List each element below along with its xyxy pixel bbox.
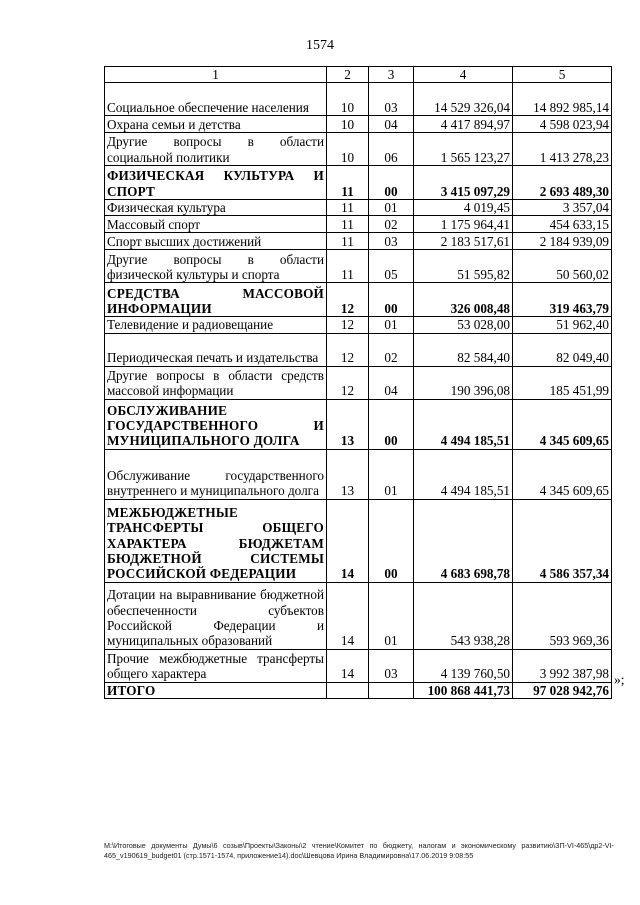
row-section-cell: 11 xyxy=(327,233,369,250)
row-col4-value: 14 529 326,04 xyxy=(414,83,513,116)
budget-table xyxy=(104,66,612,699)
row-col4-value: 100 868 441,73 xyxy=(414,682,513,698)
row-section-cell: 11 xyxy=(327,250,369,283)
table-row xyxy=(105,216,612,233)
header-cell: 3 xyxy=(369,67,414,83)
row-section-cell: 10 xyxy=(327,133,369,166)
row-col5-value: 4 586 357,34 xyxy=(513,499,612,582)
row-col5-value: 185 451,99 xyxy=(513,366,612,399)
row-name-cell: Обслуживание государственного внутреннего и муниципального долга xyxy=(105,449,327,499)
section-total-row xyxy=(105,682,612,698)
table-row xyxy=(105,449,612,499)
table-row xyxy=(105,317,612,333)
table-row xyxy=(105,333,612,366)
row-col4-value: 2 183 517,61 xyxy=(414,233,513,250)
row-col5-value: 97 028 942,76 xyxy=(513,682,612,698)
row-section-cell: 13 xyxy=(327,399,369,449)
row-subsection-cell: 00 xyxy=(369,499,414,582)
row-section-cell: 13 xyxy=(327,449,369,499)
row-subsection-cell: 01 xyxy=(369,200,414,216)
table-row xyxy=(105,582,612,649)
row-subsection-cell: 01 xyxy=(369,449,414,499)
header-cell: 4 xyxy=(414,67,513,83)
row-name-cell: Другие вопросы в области средств массовой информации xyxy=(105,366,327,399)
row-name-cell: ИТОГО xyxy=(105,682,327,698)
row-name-cell: Спорт высших достижений xyxy=(105,233,327,250)
row-section-cell: 10 xyxy=(327,83,369,116)
row-section-cell xyxy=(327,682,369,698)
table-row xyxy=(105,649,612,682)
row-subsection-cell: 03 xyxy=(369,649,414,682)
row-col5-value: 4 345 609,65 xyxy=(513,449,612,499)
row-col5-value: 50 560,02 xyxy=(513,250,612,283)
row-col5-value: 82 049,40 xyxy=(513,333,612,366)
section-total-row xyxy=(105,283,612,317)
row-section-cell: 12 xyxy=(327,317,369,333)
row-subsection-cell: 06 xyxy=(369,133,414,166)
row-col5-value: 2 184 939,09 xyxy=(513,233,612,250)
row-name-cell: Периодическая печать и издательства xyxy=(105,333,327,366)
row-col4-value: 3 415 097,29 xyxy=(414,166,513,200)
row-col4-value: 51 595,82 xyxy=(414,250,513,283)
row-name-cell: Телевидение и радиовещание xyxy=(105,317,327,333)
row-subsection-cell: 03 xyxy=(369,83,414,116)
row-name-cell: Охрана семьи и детства xyxy=(105,116,327,133)
page-number: 1574 xyxy=(306,38,334,53)
table-row xyxy=(105,133,612,166)
row-col5-value: 3 357,04 xyxy=(513,200,612,216)
row-name-cell: Другие вопросы в области физической культуры и спорта xyxy=(105,250,327,283)
row-col4-value: 543 938,28 xyxy=(414,582,513,649)
row-name-cell: ФИЗИЧЕСКАЯ КУЛЬТУРА И СПОРТ xyxy=(105,166,327,200)
row-col4-value: 4 019,45 xyxy=(414,200,513,216)
section-total-row xyxy=(105,399,612,449)
table-row xyxy=(105,200,612,216)
table-row xyxy=(105,366,612,399)
row-col5-value: 1 413 278,23 xyxy=(513,133,612,166)
row-col4-value: 4 683 698,78 xyxy=(414,499,513,582)
row-col4-value: 4 417 894,97 xyxy=(414,116,513,133)
row-name-cell: Другие вопросы в области социальной политики xyxy=(105,133,327,166)
row-col5-value: 3 992 387,98 xyxy=(513,649,612,682)
row-name-cell: СРЕДСТВА МАССОВОЙ ИНФОРМАЦИИ xyxy=(105,283,327,317)
row-col5-value: 454 633,15 xyxy=(513,216,612,233)
row-col4-value: 4 494 185,51 xyxy=(414,449,513,499)
closing-quote-mark: »; xyxy=(614,672,625,687)
row-section-cell: 14 xyxy=(327,649,369,682)
row-col5-value: 2 693 489,30 xyxy=(513,166,612,200)
row-subsection-cell: 02 xyxy=(369,216,414,233)
section-total-row xyxy=(105,166,612,200)
row-subsection-cell: 00 xyxy=(369,166,414,200)
row-col4-value: 4 139 760,50 xyxy=(414,649,513,682)
row-name-cell: Социальное обеспечение населения xyxy=(105,83,327,116)
row-subsection-cell: 04 xyxy=(369,116,414,133)
header-cell: 1 xyxy=(105,67,327,83)
table-row xyxy=(105,116,612,133)
row-subsection-cell: 00 xyxy=(369,399,414,449)
row-subsection-cell: 04 xyxy=(369,366,414,399)
table-row xyxy=(105,250,612,283)
row-col4-value: 326 008,48 xyxy=(414,283,513,317)
table-header-row xyxy=(105,67,612,83)
row-col5-value: 4 345 609,65 xyxy=(513,399,612,449)
row-name-cell: МЕЖБЮДЖЕТНЫЕ ТРАНСФЕРТЫ ОБЩЕГО ХАРАКТЕРА БЮДЖЕТАМ БЮДЖЕТНОЙ СИСТЕМЫ РОССИЙСКОЙ ФЕДЕРАЦИИ xyxy=(105,499,327,582)
row-subsection-cell: 02 xyxy=(369,333,414,366)
row-section-cell: 11 xyxy=(327,200,369,216)
row-name-cell: Дотации на выравнивание бюджетной обеспеченности субъектов Российской Федерации и муниципальных образований xyxy=(105,582,327,649)
row-subsection-cell: 05 xyxy=(369,250,414,283)
row-col5-value: 4 598 023,94 xyxy=(513,116,612,133)
row-col4-value: 4 494 185,51 xyxy=(414,399,513,449)
row-col5-value: 51 962,40 xyxy=(513,317,612,333)
header-cell: 5 xyxy=(513,67,612,83)
row-section-cell: 12 xyxy=(327,283,369,317)
row-col4-value: 190 396,08 xyxy=(414,366,513,399)
row-section-cell: 11 xyxy=(327,216,369,233)
table-row xyxy=(105,233,612,250)
row-section-cell: 14 xyxy=(327,499,369,582)
row-subsection-cell: 01 xyxy=(369,582,414,649)
row-subsection-cell: 01 xyxy=(369,317,414,333)
row-section-cell: 12 xyxy=(327,366,369,399)
row-subsection-cell: 03 xyxy=(369,233,414,250)
section-total-row xyxy=(105,499,612,582)
table-row xyxy=(105,83,612,116)
row-name-cell: Массовый спорт xyxy=(105,216,327,233)
row-col5-value: 14 892 985,14 xyxy=(513,83,612,116)
row-col5-value: 593 969,36 xyxy=(513,582,612,649)
row-col5-value: 319 463,79 xyxy=(513,283,612,317)
row-section-cell: 11 xyxy=(327,166,369,200)
row-subsection-cell: 00 xyxy=(369,283,414,317)
row-section-cell: 14 xyxy=(327,582,369,649)
row-col4-value: 1 565 123,27 xyxy=(414,133,513,166)
row-section-cell: 12 xyxy=(327,333,369,366)
row-col4-value: 1 175 964,41 xyxy=(414,216,513,233)
header-cell: 2 xyxy=(327,67,369,83)
row-col4-value: 82 584,40 xyxy=(414,333,513,366)
row-name-cell: Прочие межбюджетные трансферты общего характера xyxy=(105,649,327,682)
row-subsection-cell xyxy=(369,682,414,698)
row-col4-value: 53 028,00 xyxy=(414,317,513,333)
row-name-cell: ОБСЛУЖИВАНИЕ ГОСУДАРСТВЕННОГО И МУНИЦИПАЛЬНОГО ДОЛГА xyxy=(105,399,327,449)
row-name-cell: Физическая культура xyxy=(105,200,327,216)
row-section-cell: 10 xyxy=(327,116,369,133)
document-footer-path: M:\Итоговые документы Думы\6 созыв\Проекты\Законы\2 чтение\Комитет по бюджету, налогам и экономическому развитию\ЗП-VI-465\др2-VI-465_v190619_budget01 (стр.1571-1574, приложение14).doc\Шевцова Ирина Владимировна\17.06.2019 9:08:55 xyxy=(104,841,614,860)
